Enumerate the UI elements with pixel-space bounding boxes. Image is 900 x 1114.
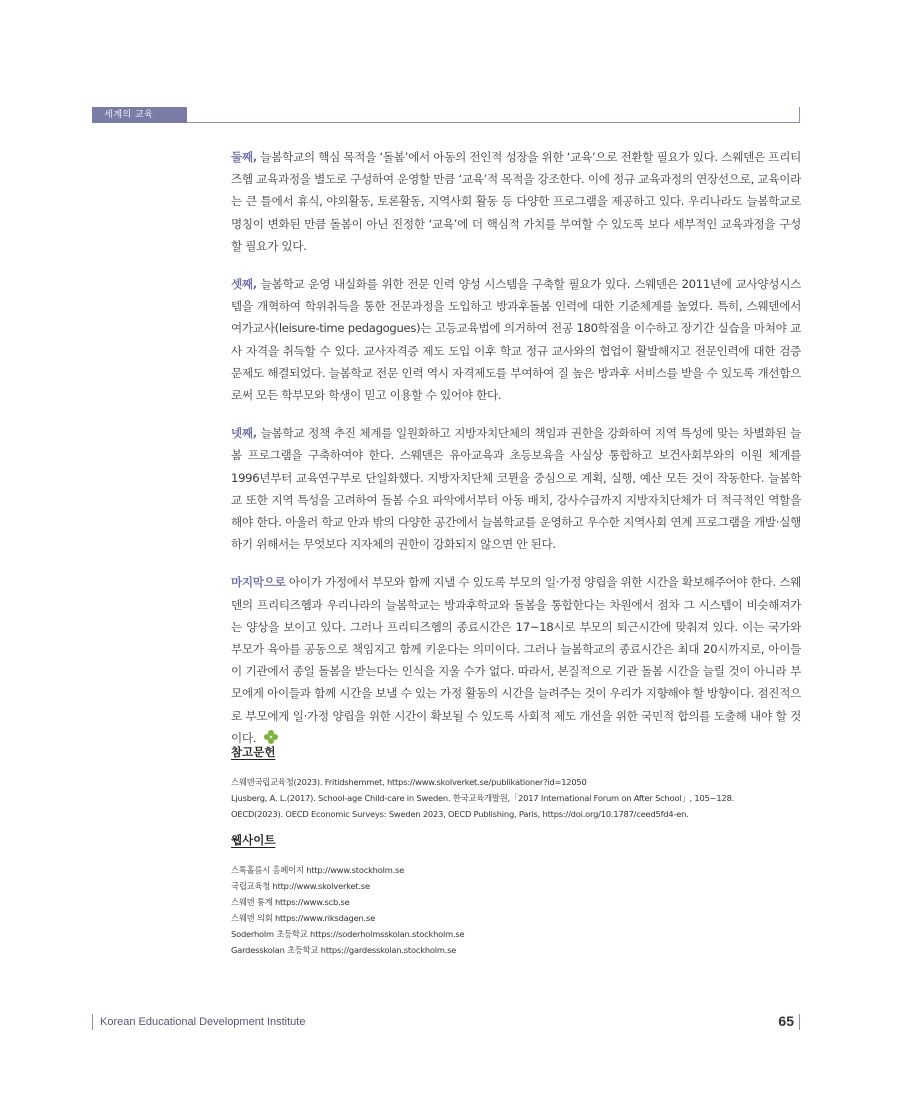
paragraph-third bbox=[231, 273, 801, 406]
reference-item: 스웨덴국립교육청(2023). Fritidshemmet, https://www.skolverket.se/publikationer?id=12050 bbox=[231, 777, 587, 787]
paragraph-text: 늘봄학교 운영 내실화를 위한 전문 인력 양성 시스템을 구축할 필요가 있다. 스웨덴은 2011년에 교사양성시스템을 개혁하여 학위취득을 통한 전문과정을 도입하고 방과후돌봄 인력에 대한 기준체계를 높였다. 특히, 스웨덴에서 여가교사(leisure-time pedagogues)는 고등교육법에 의거하여 전공 180학점을 이수하고 장기간 실습을 마쳐야 교사 자격을 취득할 수 있다. 교사자격증 제도 도입 이후 학교 정규 교사와의 협업이 활발해지고 전문인력에 대한 검증 문제도 해결되었다. 늘봄학교 전문 인력 역시 자격제도를 부여하여 질 높은 방과후 서비스를 받을 수 있도록 개선함으로써 모든 학부모와 학생이 믿고 이용할 수 있어야 한다. bbox=[231, 277, 801, 403]
website-item: 스톡홀름시 홈페이지 http://www.stockholm.se bbox=[231, 865, 405, 875]
references-list bbox=[231, 774, 801, 822]
paragraph-last bbox=[231, 571, 801, 749]
website-item: 스웨덴 통계 https://www.scb.se bbox=[231, 897, 350, 907]
header-rule-end bbox=[799, 107, 800, 123]
paragraph-text: 아이가 가정에서 부모와 함께 지낼 수 있도록 부모의 일·가정 양립을 위한 시간을 확보해주어야 한다. 스웨덴의 프리티즈헴과 우리나라의 늘봄학교는 방과후학교와 돌봄을 통합한다는 차원에서 점차 그 시스템이 비슷해져가는 양상을 보이고 있다. 그러나 프리티즈헴의 종료시간은 17~18시로 부모의 퇴근시간에 맞춰져 있다. 이는 국가와 부모가 육아를 공동으로 책임지고 함께 키운다는 의미이다. 그러나 늘봄학교의 종료시간은 최대 20시까지로, 아이들이 기관에서 종일 돌봄을 받는다는 인식을 지울 수가 없다. 따라서, 본질적으로 기관 돌봄 시간을 늘릴 것이 아니라 부모에게 아이들과 함께 시간을 보낼 수 있는 가정 활동의 시간을 늘려주는 것이 우리가 지향해야 할 방향이다. 점진적으로 부모에게 일·가정 양립을 위한 시간이 확보될 수 있도록 사회적 제도 개선을 위한 국민적 합의를 도출해 내야 할 것이다. bbox=[231, 575, 801, 745]
header-rule bbox=[92, 107, 800, 123]
paragraph-text: 늘봄학교 정책 추진 체계를 일원화하고 지방자치단체의 책임과 권한을 강화하여 지역 특성에 맞는 차별화된 늘봄 프로그램을 구축하여야 한다. 스웨덴은 유아교육과 초등보육을 사실상 통합하고 보건사회부와의 이원 체계를 1996년부터 교육연구부로 단일화했다. 지방자치단체 코뮌을 중심으로 계획, 실행, 예산 모든 것이 작동한다. 늘봄학교 또한 지역 특성을 고려하여 돌봄 수요 파악에서부터 아동 배치, 강사수급까지 지방자치단체가 더 적극적인 역할을 해야 한다. 아울러 학교 안과 밖의 다양한 공간에서 늘봄학교를 운영하고 우수한 지역사회 연계 프로그램을 개발·실행하기 위해서는 무엇보다 지자체의 권한이 강화되지 않으면 안 된다. bbox=[231, 426, 801, 552]
reference-item: Ljusberg, A. L.(2017). School-age Child-care in Sweden. 한국교육개발원,「2017 International Forum on After School」, 105~128. bbox=[231, 793, 735, 803]
websites-heading: 웹사이트 bbox=[231, 833, 276, 847]
website-item: Soderholm 초등학교 https://soderholmsskolan.stockholm.se bbox=[231, 929, 465, 939]
paragraph-fourth bbox=[231, 422, 801, 555]
footer-publisher: Korean Educational Development Institute bbox=[100, 1016, 306, 1028]
reference-item: OECD(2023). OECD Economic Surveys: Sweden 2023, OECD Publishing, Paris, https://doi.org/10.1787/ceed5fd4-en. bbox=[231, 809, 689, 819]
references-heading: 참고문헌 bbox=[231, 745, 276, 759]
website-item: 국립교육청 http://www.skolverket.se bbox=[231, 881, 370, 891]
paragraph-text: 늘봄학교의 핵심 목적을 ‘돌봄’에서 아동의 전인적 성장을 위한 ‘교육’으로 전환할 필요가 있다. 스웨덴은 프리티즈헴 교육과정을 별도로 구성하여 운영할 만큼 ‘교육’적 목적을 강조한다. 이에 정규 교육과정의 연장선으로, 교육이라는 큰 틀에서 휴식, 야외활동, 토론활동, 지역사회 활동 등 다양한 프로그램을 제공하고 있다. 우리나라도 늘봄학교로 명칭이 변화된 만큼 돌봄이 아닌 진정한 ‘교육’에 더 핵심적 가치를 부여할 수 있도록 보다 세부적인 교육과정을 구성할 필요가 있다. bbox=[231, 150, 801, 253]
article-body bbox=[231, 146, 801, 765]
references-section bbox=[231, 744, 801, 958]
page-number: 65 bbox=[778, 1013, 794, 1029]
clover-icon bbox=[264, 730, 278, 744]
paragraph-lead: 둘째, bbox=[231, 150, 257, 164]
websites-list bbox=[231, 862, 801, 958]
paragraph-lead: 마지막으로 bbox=[231, 575, 286, 590]
section-tab: 세계의 교육 bbox=[92, 107, 187, 123]
website-item: Gardesskolan 초등학교 https://gardesskolan.stockholm.se bbox=[231, 945, 457, 955]
footer-rule-end bbox=[799, 1014, 800, 1030]
paragraph-lead: 넷째, bbox=[231, 426, 257, 441]
footer-rule-start bbox=[92, 1014, 93, 1030]
paragraph-lead: 셋째, bbox=[231, 277, 257, 292]
website-item: 스웨덴 의회 https://www.riksdagen.se bbox=[231, 913, 376, 923]
paragraph-second bbox=[231, 146, 801, 257]
